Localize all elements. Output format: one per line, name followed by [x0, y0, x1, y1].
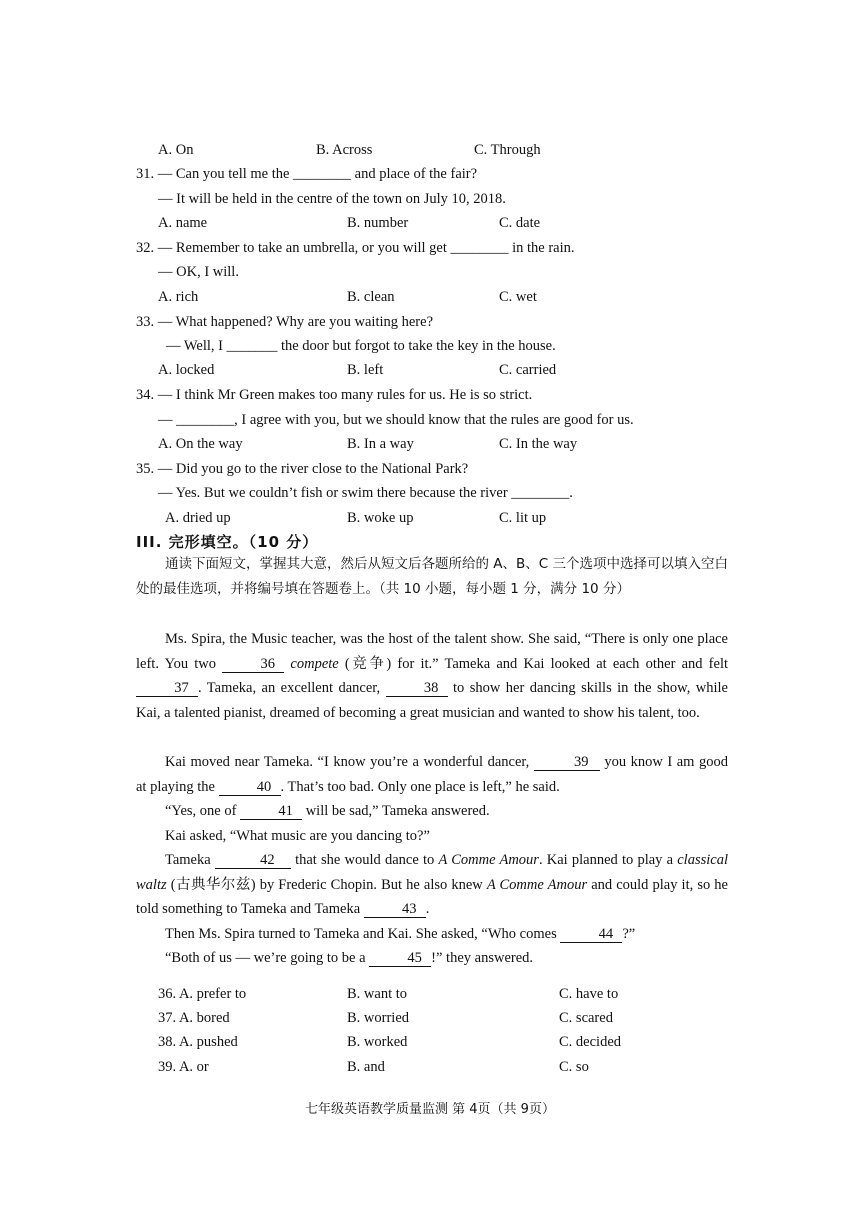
q30-option-a: A. On [158, 142, 194, 158]
answer-38-b: B. worked [347, 1034, 408, 1050]
answer-39-b: B. and [347, 1059, 385, 1075]
q31-option-c: C. date [499, 215, 541, 231]
section-title: III. 完形填空。（10 分） [136, 533, 319, 551]
answer-39-a: 39. A. or [158, 1059, 209, 1075]
passage-paragraph-6: Then Ms. Spira turned to Tameka and Kai. She asked, “Who comes 44 ?” [165, 926, 636, 942]
q32-option-c: C. wet [499, 289, 537, 305]
q33-option-a: A. locked [158, 362, 215, 378]
passage-paragraph-1: Ms. Spira, the Music teacher, was the host of the talent show. She said, “There is only one place left. You two 36 compete (竞争) for it.” Tameka and Kai looked at each other and felt 37 . Tameka, an excellent dancer, 38 to show her dancing skills in the show, while Kai, a talented pianist, dreamed of becoming a great musician and wanted to show his talent, too. [136, 631, 729, 721]
q34-option-a: A. On the way [158, 436, 243, 452]
q35-reply: — Yes. But we couldn’t fish or swim there because the river ________. [158, 485, 573, 501]
q33-option-c: C. carried [499, 362, 557, 378]
answer-38-c: C. decided [559, 1034, 622, 1050]
q32-option-b: B. clean [347, 289, 395, 305]
answer-36-a: 36. A. prefer to [158, 986, 247, 1002]
blank-39: 39 [534, 755, 600, 771]
blank-43: 43 [364, 902, 426, 918]
blank-44: 44 [560, 927, 622, 943]
q35-option-a: A. dried up [165, 510, 231, 526]
answer-36-b: B. want to [347, 986, 408, 1002]
blank-45: 45 [369, 951, 431, 967]
q35-option-b: B. woke up [347, 510, 414, 526]
q33-option-b: B. left [347, 362, 384, 378]
passage-paragraph-2: Kai moved near Tameka. “I know you’re a wonderful dancer, 39 you know I am good at playing the 40 . That’s too bad. Only one place is left,” he said. [136, 754, 728, 795]
blank-38: 38 [386, 681, 448, 697]
blank-36: 36 [222, 657, 284, 673]
q35-question: 35. — Did you go to the river close to the National Park? [136, 461, 469, 477]
q34-option-b: B. In a way [347, 436, 414, 452]
q30-option-c: C. Through [474, 142, 541, 158]
answer-36-c: C. have to [559, 986, 619, 1002]
page-footer: 七年级英语教学质量监测 第 4页（共 9页） [305, 1102, 555, 1117]
passage-paragraph-4: Kai asked, “What music are you dancing to?” [165, 828, 430, 844]
q30-option-b: B. Across [316, 142, 373, 158]
answer-37-a: 37. A. bored [158, 1010, 230, 1026]
q31-reply: — It will be held in the centre of the town on July 10, 2018. [158, 191, 506, 207]
answer-37-c: C. scared [559, 1010, 613, 1026]
q33-reply: — Well, I _______ the door but forgot to take the key in the house. [166, 338, 556, 354]
answer-38-a: 38. A. pushed [158, 1034, 238, 1050]
q34-reply: — ________, I agree with you, but we should know that the rules are good for us. [158, 412, 634, 428]
q33-question: 33. — What happened? Why are you waiting here? [136, 314, 434, 330]
passage-paragraph-3: “Yes, one of 41 will be sad,” Tameka answered. [165, 803, 490, 819]
section-instructions: 通读下面短文，掌握其大意，然后从短文后各题所给的 A、B、C 三个选项中选择可以填入空白处的最佳选项，并将编号填在答题卷上。（共 10 小题，每小题 1 分，满分 10 分） [136, 556, 729, 597]
blank-40: 40 [219, 780, 281, 796]
q35-option-c: C. lit up [499, 510, 547, 526]
q34-question: 34. — I think Mr Green makes too many rules for us. He is so strict. [136, 387, 533, 403]
q31-option-b: B. number [347, 215, 409, 231]
q34-option-c: C. In the way [499, 436, 578, 452]
q32-question: 32. — Remember to take an umbrella, or you will get ________ in the rain. [136, 240, 575, 256]
blank-41: 41 [240, 804, 302, 820]
q31-question: 31. — Can you tell me the ________ and place of the fair? [136, 166, 478, 182]
answer-39-c: C. so [559, 1059, 589, 1075]
blank-42: 42 [215, 853, 291, 869]
q31-option-a: A. name [158, 215, 208, 231]
blank-37: 37 [136, 681, 198, 697]
answer-37-b: B. worried [347, 1010, 410, 1026]
q32-reply: — OK, I will. [158, 264, 239, 280]
passage-paragraph-5: Tameka 42 that she would dance to A Comme Amour. Kai planned to play a classical waltz (古典华尔兹) by Frederic Chopin. But he also knew A Comme Amour and could play it, so he told something to Tameka and Tameka 43 . [136, 852, 728, 918]
q32-option-a: A. rich [158, 289, 199, 305]
passage-paragraph-7: “Both of us — we’re going to be a 45 !” they answered. [165, 950, 534, 966]
